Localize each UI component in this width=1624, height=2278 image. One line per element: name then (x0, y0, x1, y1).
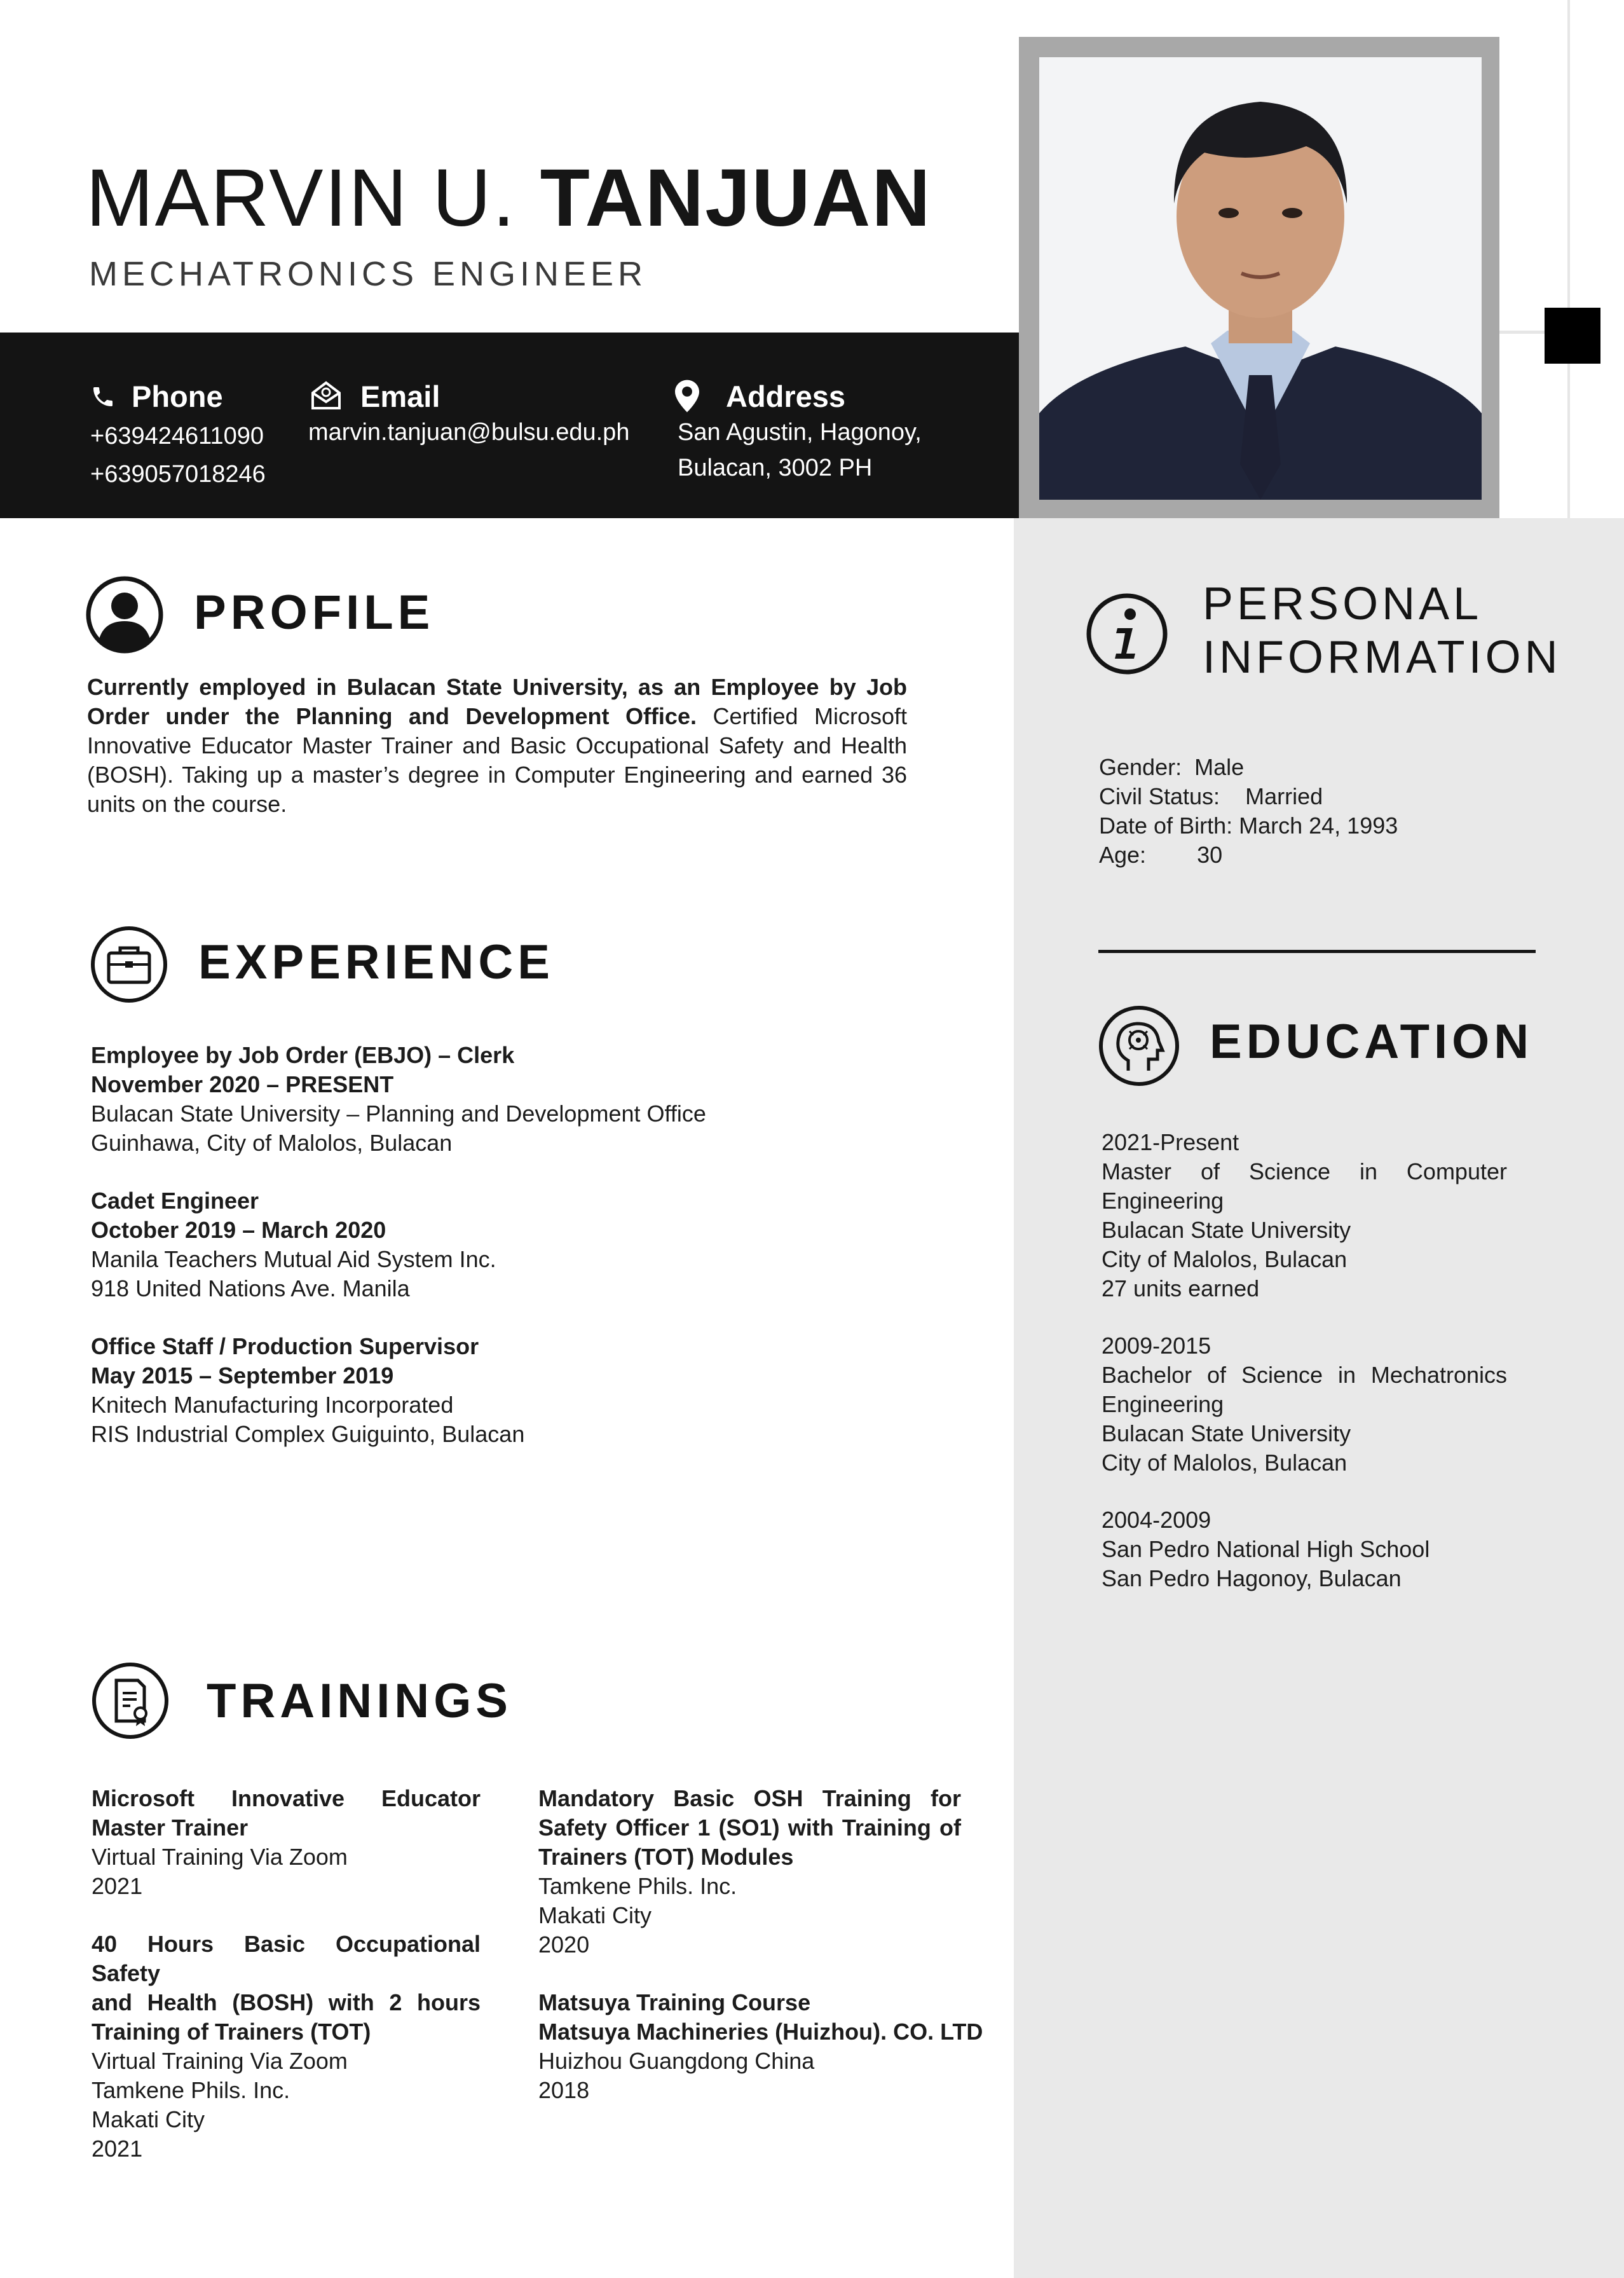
experience-location: Guinhawa, City of Malolos, Bulacan (91, 1130, 453, 1156)
training-title: Microsoft Innovative Educator (92, 1785, 481, 1811)
education-location: San Pedro Hagonoy, Bulacan (1102, 1565, 1402, 1591)
phone-label: Phone (132, 380, 223, 413)
training-item (92, 1930, 481, 2164)
phone-number[interactable]: +639057018246 (90, 461, 266, 488)
certificate-icon (91, 1661, 167, 1738)
experience-location: 918 United Nations Ave. Manila (91, 1275, 410, 1301)
experience-role: Office Staff / Production Supervisor (91, 1333, 479, 1359)
civil-status-value: Married (1245, 783, 1323, 809)
experience-location: RIS Industrial Complex Guiguinto, Bulacan (91, 1421, 525, 1447)
gender-label: Gender: (1099, 754, 1182, 780)
decorative-line (1567, 0, 1570, 518)
training-title: Matsuya Training Course (538, 1989, 811, 2015)
experience-item (91, 1186, 917, 1303)
location-pin-icon (675, 380, 699, 413)
training-detail: Makati City (538, 1902, 652, 1928)
profile-icon (85, 575, 161, 652)
education-item (1102, 1506, 1507, 1593)
civil-status-label: Civil Status: (1099, 783, 1220, 809)
education-item (1102, 1331, 1507, 1478)
email-label: Email (360, 380, 440, 413)
address-line: San Agustin, Hagonoy, (678, 419, 922, 446)
education-degree: Master of Science in Computer (1102, 1158, 1507, 1184)
training-item (538, 1784, 961, 1959)
training-detail: Tamkene Phils. Inc. (538, 1873, 737, 1899)
phone-icon (90, 383, 116, 411)
training-title: Training of Trainers (TOT) (92, 2019, 371, 2045)
education-detail: 27 units earned (1102, 1275, 1260, 1301)
gender-row (1099, 753, 1544, 782)
dob-value: March 24, 1993 (1239, 813, 1398, 839)
education-detail: Bulacan State University (1102, 1217, 1351, 1243)
age-label: Age: (1099, 842, 1147, 868)
experience-heading: EXPERIENCE (198, 935, 554, 989)
profile-summary-text: Certified Microsoft Innovative Educator Master Trainer and Basic Occupational Safety and Health (BOSH). Taking up a master’s degree in Computer Engineering and earned 36 units on the course. (87, 703, 907, 817)
training-detail: Virtual Training Via Zoom (92, 1844, 348, 1870)
experience-role: Cadet Engineer (91, 1188, 259, 1214)
experience-period: May 2015 – September 2019 (91, 1362, 394, 1389)
training-title: and Health (BOSH) with 2 hours (92, 1989, 481, 2015)
gender-value: Male (1194, 754, 1245, 780)
decorative-square (1545, 308, 1600, 364)
experience-org: Manila Teachers Mutual Aid System Inc. (91, 1246, 496, 1272)
phone-number[interactable]: +639424611090 (90, 423, 264, 449)
personal-info-list (1099, 753, 1544, 870)
education-detail: City of Malolos, Bulacan (1102, 1246, 1348, 1272)
training-detail: 2021 (92, 1873, 143, 1899)
address-label: Address (726, 380, 846, 413)
training-item (92, 1784, 481, 1901)
training-item (538, 1988, 983, 2105)
experience-period: October 2019 – March 2020 (91, 1217, 386, 1243)
civil-status-row (1099, 782, 1544, 811)
training-detail: 2021 (92, 2136, 143, 2162)
section-divider (1098, 950, 1536, 953)
training-title: Mandatory Basic OSH Training for (538, 1785, 961, 1811)
education-detail: Bulacan State University (1102, 1420, 1351, 1446)
profile-summary (87, 673, 907, 819)
training-detail: 2020 (538, 1931, 590, 1958)
experience-item (91, 1332, 917, 1449)
personal-info-heading-line: PERSONAL (1203, 579, 1483, 629)
training-title: Master Trainer (92, 1815, 249, 1841)
education-heading: EDUCATION (1210, 1015, 1534, 1069)
education-degree: Engineering (1102, 1188, 1224, 1214)
education-years: 2004-2009 (1102, 1507, 1211, 1533)
education-degree: Engineering (1102, 1391, 1224, 1417)
briefcase-icon (90, 925, 166, 1001)
training-title: Trainers (TOT) Modules (538, 1844, 794, 1870)
address-line: Bulacan, 3002 PH (678, 455, 873, 481)
trainings-heading: TRAININGS (207, 1674, 512, 1728)
training-title: 40 Hours Basic Occupational Safety (92, 1931, 481, 1986)
profile-heading: PROFILE (194, 586, 435, 640)
training-detail: Virtual Training Via Zoom (92, 2048, 348, 2074)
training-title: Matsuya Machineries (Huizhou). CO. LTD (538, 2019, 983, 2045)
job-title: MECHATRONICS ENGINEER (89, 255, 648, 293)
training-detail: Makati City (92, 2106, 205, 2132)
personal-info-heading (1203, 577, 1562, 684)
experience-role: Employee by Job Order (EBJO) – Clerk (91, 1042, 515, 1068)
dob-row (1099, 811, 1544, 841)
profile-photo (1039, 57, 1482, 500)
training-detail: Huizhou Guangdong China (538, 2048, 815, 2074)
age-row (1099, 841, 1544, 870)
education-head-icon (1098, 1005, 1174, 1081)
experience-org: Knitech Manufacturing Incorporated (91, 1392, 454, 1418)
experience-period: November 2020 – PRESENT (91, 1071, 394, 1097)
training-detail: Tamkene Phils. Inc. (92, 2077, 290, 2103)
training-detail: 2018 (538, 2077, 590, 2103)
training-title: Safety Officer 1 (SO1) with Training of (538, 1815, 961, 1841)
full-name: MARVIN U. TANJUAN (86, 153, 932, 244)
age-value: 30 (1197, 842, 1223, 868)
education-school: San Pedro National High School (1102, 1536, 1430, 1562)
personal-info-heading-line: INFORMATION (1203, 632, 1562, 683)
education-degree: Bachelor of Science in Mechatronics (1102, 1362, 1507, 1388)
education-item (1102, 1128, 1507, 1303)
dob-label: Date of Birth: (1099, 813, 1233, 839)
email-icon (310, 380, 342, 411)
education-years: 2009-2015 (1102, 1333, 1211, 1359)
info-icon (1086, 593, 1162, 669)
profile-summary-bold: Currently employed in Bulacan State University, as an Employee by Job Order under the Planning and Development Office. (87, 674, 907, 729)
education-years: 2021-Present (1102, 1129, 1239, 1155)
email-address[interactable]: marvin.tanjuan@bulsu.edu.ph (308, 419, 630, 446)
experience-org: Bulacan State University – Planning and Development Office (91, 1101, 706, 1127)
education-detail: City of Malolos, Bulacan (1102, 1450, 1348, 1476)
experience-item (91, 1041, 917, 1158)
